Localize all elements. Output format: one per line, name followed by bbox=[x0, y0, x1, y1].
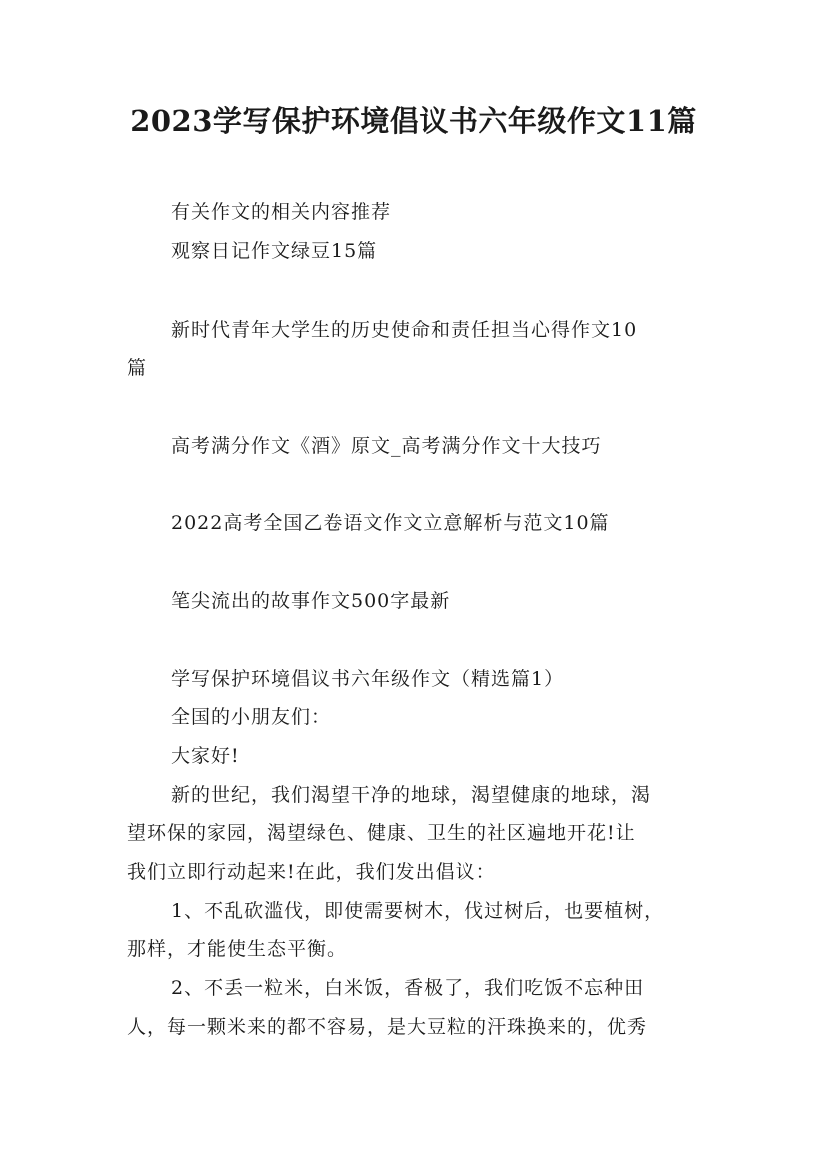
essay-paragraph-line: 那样，才能使生态平衡。 bbox=[127, 938, 348, 960]
related-item-continuation[interactable]: 篇 bbox=[127, 357, 148, 379]
essay-paragraph-line: 新的世纪，我们渴望干净的地球，渴望健康的地球，渴 bbox=[171, 784, 652, 806]
related-item[interactable]: 观察日记作文绿豆15篇 bbox=[171, 240, 378, 262]
essay-paragraph-line: 2、不丢一粒米，白米饭，香极了，我们吃饭不忘种田 bbox=[171, 977, 645, 999]
essay-paragraph-line: 我们立即行动起来!在此，我们发出倡议： bbox=[127, 861, 496, 883]
document-title: 2023学写保护环境倡议书六年级作文11篇 bbox=[130, 104, 697, 138]
essay-paragraph-line: 1、不乱砍滥伐，即使需要树木，伐过树后，也要植树， bbox=[171, 900, 665, 922]
related-item[interactable]: 新时代青年大学生的历史使命和责任担当心得作文10 bbox=[171, 319, 638, 341]
essay-paragraph-line: 人，每一颗米来的都不容易，是大豆粒的汗珠换来的，优秀 bbox=[127, 1016, 648, 1038]
essay-paragraph-line: 望环保的家园，渴望绿色、健康、卫生的社区遍地开花!让 bbox=[127, 822, 636, 844]
related-item[interactable]: 高考满分作文《酒》原文_高考满分作文十大技巧 bbox=[171, 435, 602, 457]
essay-salutation: 全国的小朋友们： bbox=[171, 706, 332, 728]
essay-greeting: 大家好! bbox=[171, 745, 240, 767]
essay-section-title: 学写保护环境倡议书六年级作文（精选篇1） bbox=[171, 668, 565, 690]
related-item[interactable]: 2022高考全国乙卷语文作文立意解析与范文10篇 bbox=[171, 512, 610, 534]
related-item[interactable]: 笔尖流出的故事作文500字最新 bbox=[171, 590, 451, 612]
related-heading: 有关作文的相关内容推荐 bbox=[171, 201, 392, 223]
